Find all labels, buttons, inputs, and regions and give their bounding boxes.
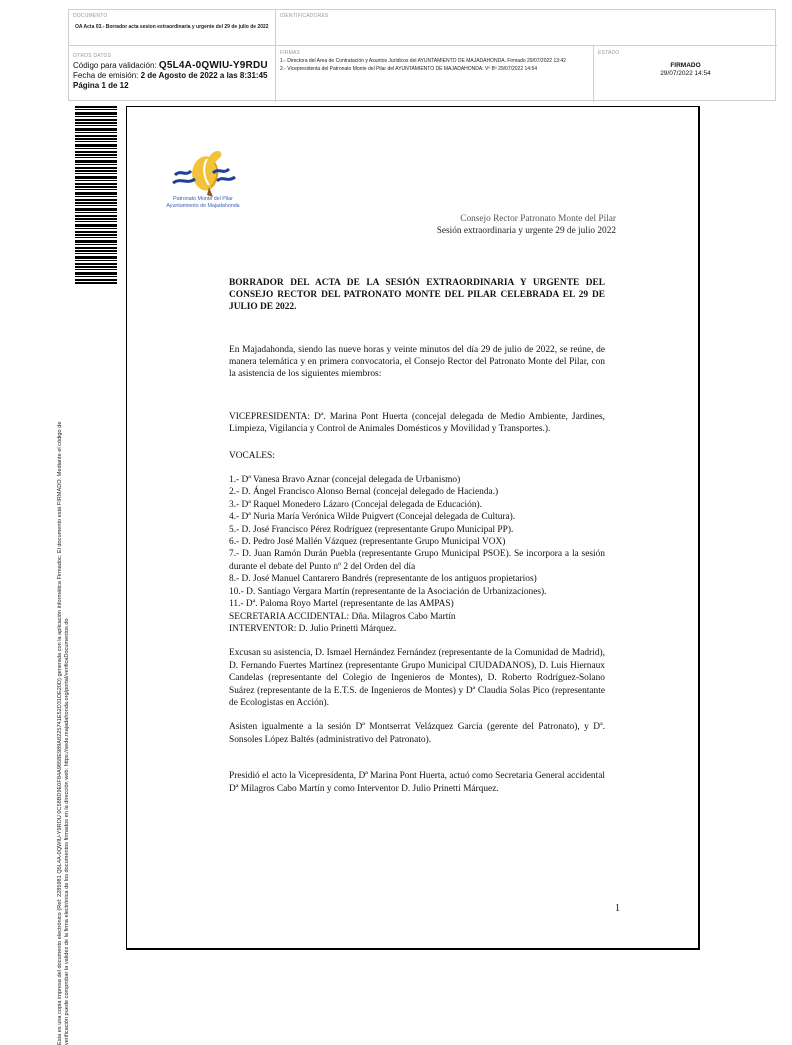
identificadores-label: IDENTIFICADORES [280,13,329,19]
secretaria-line: SECRETARIA ACCIDENTAL: Dña. Milagros Cabo Martín [229,611,456,622]
validation-code-line [73,61,271,71]
asisten-paragraph: Asisten igualmente a la sesión Dª Montserrat Velázquez García (gerente del Patronato), y Dª. Sonsoles López Baltés (administrativo del Patronato). [229,722,605,745]
side-text-line-2: verificación puede comprobar la validez de la firma electrónica de los documentos firmados en la dirección web: https://sede.majadahonda.org/portal/verificaDocumentos.do [64,618,70,1045]
list-item: 1.- Dª Vanesa Bravo Aznar (concejal delegada de Urbanismo) [229,475,461,486]
codigo-label: Código para validación: [73,61,157,70]
validation-code[interactable]: Q5L4A-0QWIU-Y9RDU [158,60,268,71]
firma-2: 2.- Vicepresidenta del Patronato Monte del Pilar del AYUNTAMIENTO DE MAJADAHONDA. Vº Bº 29/07/2022 14:54 [280,65,538,72]
vocales-list [229,474,605,635]
verification-side-text [57,225,71,1045]
excusan-paragraph: Excusan su asistencia, D. Ismael Hernández Fernández (representante de la Comunidad de Madrid), D. Fernando Fuertes Martínez (representante Grupo Municipal CIUDADANOS), D. Luis Hiernaux Candelas (representante del Colegio de Ingenieros de Montes), D. Roberto Rodríguez-Solano Suárez (representante de la E.T.S. de Ingenieros de Montes) y Dª Claudia Solas Pico (representante de Ecologistas en Acción). [229,648,605,708]
estado-value: FIRMADO [670,62,701,69]
otros-datos-label: OTROS DATOS [73,53,112,59]
logo-caption-line-2: Ayuntamiento de Majadahonda [166,202,240,209]
emission-date: 2 de Agosto de 2022 a las 8:31:45 [140,71,268,80]
document-title: BORRADOR DEL ACTA DE LA SESIÓN EXTRAORDINARIA Y URGENTE DEL CONSEJO RECTOR DEL PATRONATO MONTE DEL PILAR CELEBRADA EL 29 DE JULIO DE 2022. [229,278,605,313]
firma-1: 1.- Directora del Area de Contratación y Asuntos Jurídicos del AYUNTAMIENTO DE MAJADAHONDA. Firmado 29/07/2022 13:42 [280,58,566,64]
documento-label: DOCUMENTO [73,13,108,19]
vicepresidenta-paragraph: VICEPRESIDENTA: Dª. Marina Pont Huerta (concejal delegada de Medio Ambiente, Jardines, Limpieza, Vigilancia y Control de Animales Domésticos y Movilidad y Transportes.). [229,411,605,435]
running-header [437,213,616,237]
fecha-label: Fecha de emisión: [73,71,139,80]
estado-fecha: 29/07/2022 14:54 [660,70,711,77]
documento-text: OA Acta 03.- Borrador acta sesion extraordinaria y urgente del 29 de julio de 2022 [75,24,269,30]
document-page [126,106,700,950]
firmas-label: FIRMAS [280,50,301,56]
list-item: 10.- D. Santiago Vergara Martín (representante de la Asociación de Urbanizaciones). [229,586,547,597]
page-number: 1 [615,903,620,914]
list-item: 6.- D. Pedro José Mallén Vázquez (representante Grupo Municipal VOX) [229,537,506,548]
intro-paragraph: En Majadahonda, siendo las nueve horas y veinte minutos del día 29 de julio de 2022, se reúne, de manera telemática y en primera convocatoria, el Consejo Rector del Patronato Monte del Pilar, con la asistencia de los siguientes miembros: [229,344,605,380]
document-cell [69,10,276,46]
page-count: Página 1 de 12 [73,81,129,90]
list-item: 4.- Dª Nuria María Verónica Wilde Puigvert (Concejal delegada de Cultura). [229,512,516,523]
emission-date-line [73,71,271,81]
estado-cell [594,46,777,102]
identificadores-cell [276,10,777,46]
running-header-line-1: Consejo Rector Patronato Monte del Pilar [460,214,616,224]
interventor-line: INTERVENTOR: D. Julio Prinetti Márquez. [229,623,397,634]
barcode-image [75,106,117,284]
document-body [229,277,605,795]
estado-block [598,62,773,78]
vocales-label: VOCALES: [229,450,275,461]
side-text-line-1: Esta es una copia impresa del documento electrónico (Ref: 2285981 Q5L4A-0QWIU-Y9RDU 0C58BD9E0F84A9858E989A8225741E52D31DE20D) generada con la aplicación informática Firmadoc. El documento está FIRMADO. Mediante el código de [57,421,63,1045]
otros-datos-cell [69,46,276,102]
list-item: 2.- D. Ángel Francisco Alonso Bernal (concejal delegado de Hacienda.) [229,487,499,498]
estado-label: ESTADO [598,50,620,56]
logo-caption [157,196,249,209]
signature-header [68,9,776,101]
list-item: 7.- D. Juan Ramón Durán Puebla (representante Grupo Municipal PSOE). Se incorpora a la sesión durante el debate del Punto nº 2 del Orden del día [229,549,605,572]
presidio-paragraph: Presidió el acto la Vicepresidenta, Dª Marina Pont Huerta, actuó como Secretaria General accidental Dª Milagros Cabo Martín y como Interventor D. Julio Prinetti Márquez. [229,771,605,794]
list-item: 11.- Dª. Paloma Royo Martel (representante de las AMPAS) [229,599,454,610]
running-header-line-2: Sesión extraordinaria y urgente 29 de julio 2022 [436,226,616,236]
logo-caption-line-1: Patronato Monte del Pilar [173,196,233,202]
list-item: 5.- D. José Francisco Pérez Rodríguez (representante Grupo Municipal PP). [229,524,514,535]
list-item: 8.- D. José Manuel Cantarero Bandrés (representante de los antiguos propietarios) [229,574,537,585]
firmas-cell [276,46,594,102]
list-item: 3.- Dª Raquel Monedero Lázaro (Concejal delegada de Educación). [229,499,482,510]
